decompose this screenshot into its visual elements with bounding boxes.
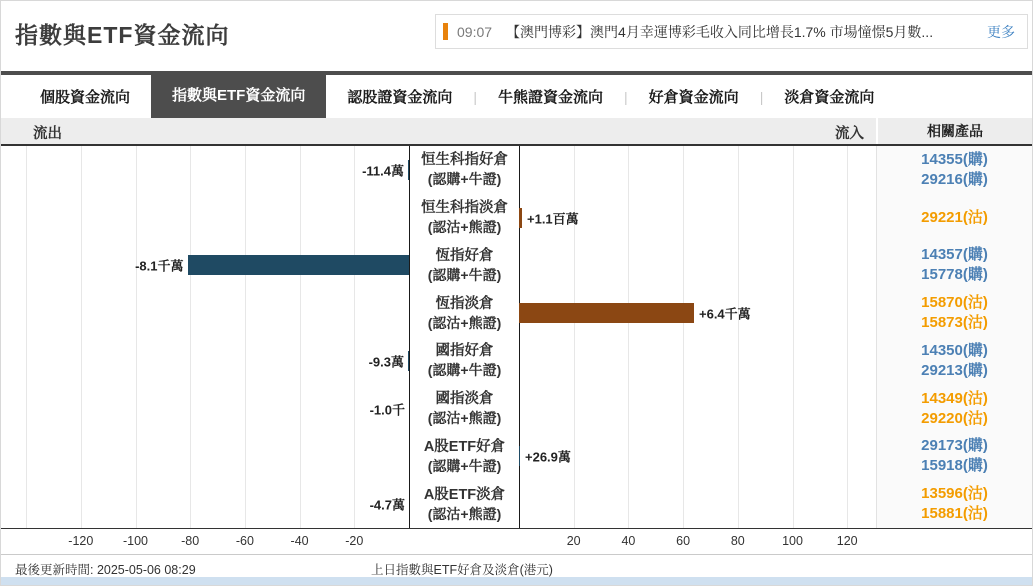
page-footer	[1, 554, 1032, 579]
axis-line	[519, 146, 520, 528]
product-code-link[interactable]: 15870(沽)	[921, 294, 988, 312]
tab-cbbc-fund-flow[interactable]: 牛熊證資金流向	[498, 89, 604, 106]
product-code-link[interactable]: 15778(購)	[921, 266, 988, 284]
product-row	[877, 146, 1032, 194]
category-label	[410, 433, 519, 481]
ticker-accent-bar	[443, 23, 448, 40]
product-code-link[interactable]: 14349(沽)	[921, 389, 988, 407]
product-code-link[interactable]: 14355(購)	[921, 150, 988, 168]
bar-value-label: -4.7萬	[369, 497, 405, 513]
flow-direction-header	[1, 118, 876, 144]
product-code-link[interactable]: 29220(沽)	[921, 409, 988, 427]
product-code-link[interactable]: 15881(沽)	[921, 505, 988, 523]
tab-short-fund-flow[interactable]: 淡倉資金流向	[784, 89, 875, 106]
product-row	[877, 242, 1032, 290]
category-subtitle: (認購+牛證)	[427, 171, 502, 188]
bottom-accent-strip	[1, 577, 1032, 585]
product-code-link[interactable]: 29216(購)	[921, 170, 988, 188]
gridline	[190, 146, 191, 528]
tab-long-fund-flow[interactable]: 好倉資金流向	[648, 89, 739, 106]
tabs	[1, 71, 895, 118]
category-subtitle: (認購+牛證)	[427, 457, 502, 474]
x-tick-label: 100	[782, 534, 803, 548]
bar-value-label: -1.0千	[369, 402, 405, 418]
category-name: 恒生科指淡倉	[421, 200, 508, 217]
product-code-link[interactable]: 29213(購)	[921, 361, 988, 379]
chart-main-area	[1, 146, 1032, 528]
gridline	[26, 146, 27, 528]
bar-value-label: -11.4萬	[362, 163, 404, 179]
product-code-link[interactable]: 14357(購)	[921, 246, 988, 264]
related-products-column	[876, 146, 1032, 528]
product-code-link[interactable]: 14350(購)	[921, 341, 988, 359]
x-tick-label: 20	[566, 534, 581, 548]
chart-caption: 上日指數與ETF好倉及淡倉(港元)	[371, 563, 553, 577]
category-name: 恆指淡倉	[435, 295, 494, 312]
x-tick-label: -40	[290, 534, 309, 548]
product-row	[877, 194, 1032, 242]
flow-bar	[188, 255, 410, 275]
category-label	[410, 194, 519, 242]
gridline	[300, 146, 301, 528]
category-name: 國指好倉	[435, 343, 494, 360]
gridline	[245, 146, 246, 528]
category-subtitle: (認購+牛證)	[427, 362, 502, 379]
gridline	[847, 146, 848, 528]
category-label	[410, 337, 519, 385]
gridline	[354, 146, 355, 528]
product-row	[877, 480, 1032, 528]
category-label	[410, 385, 519, 433]
tab-warrant-fund-flow[interactable]: 認股證資金流向	[347, 89, 453, 106]
chart-header-row	[1, 118, 1032, 146]
x-tick-label: 40	[621, 534, 636, 548]
x-tick-label: -120	[68, 534, 94, 548]
product-row	[877, 337, 1032, 385]
outflow-label: 流出	[33, 126, 62, 142]
flow-bar	[408, 351, 409, 371]
gridline	[574, 146, 575, 528]
product-code-link[interactable]: 29173(購)	[921, 437, 988, 455]
tab-stock-fund-flow[interactable]: 個股資金流向	[40, 89, 131, 106]
category-subtitle: (認沽+熊證)	[427, 410, 502, 427]
x-tick-label: 120	[836, 534, 858, 548]
x-tick-label: 60	[676, 534, 691, 548]
category-subtitle: (認沽+熊證)	[427, 219, 502, 236]
bar-value-label: -8.1千萬	[135, 258, 184, 274]
flow-bar	[519, 303, 694, 323]
x-tick-label: -80	[181, 534, 200, 548]
flow-bar	[519, 446, 520, 466]
x-tick-label: -60	[235, 534, 254, 548]
gridline	[628, 146, 629, 528]
last-update-time: 最後更新時間: 2025-05-06 08:29	[15, 563, 196, 577]
gridline	[81, 146, 82, 528]
news-ticker	[435, 14, 1028, 49]
page-title: 指數與ETF資金流向	[15, 22, 230, 48]
ticker-headline[interactable]: 【澳門博彩】澳門4月幸運博彩毛收入同比增長1.7% 市場憧憬5月數...	[506, 23, 934, 40]
gridline	[793, 146, 794, 528]
category-name: 恆指好倉	[435, 247, 494, 264]
tab-index-etf-fund-flow[interactable]: 指數與ETF資金流向	[151, 71, 326, 118]
tab-separator: |	[759, 88, 764, 105]
more-link[interactable]: 更多	[987, 23, 1015, 40]
tab-separator: |	[624, 88, 628, 105]
flow-bar	[519, 208, 522, 228]
product-code-link[interactable]: 13596(沽)	[921, 485, 988, 503]
inflow-label: 流入	[835, 126, 864, 142]
gridline	[738, 146, 739, 528]
flow-bar	[408, 160, 409, 180]
category-subtitle: (認購+牛證)	[427, 266, 502, 283]
page-header	[1, 1, 1032, 71]
x-tick-label: -100	[122, 534, 149, 548]
category-label	[410, 146, 519, 194]
x-tick-label: 80	[730, 534, 745, 548]
x-tick-label: -20	[345, 534, 364, 548]
diverging-bar-chart	[1, 146, 876, 528]
category-label	[410, 242, 519, 290]
category-subtitle: (認沽+熊證)	[427, 505, 502, 522]
product-code-link[interactable]: 29221(沽)	[921, 208, 988, 226]
product-row	[877, 433, 1032, 481]
category-subtitle: (認沽+熊證)	[427, 314, 502, 331]
x-axis-labels	[1, 528, 1032, 554]
category-name: A股ETF好倉	[423, 438, 506, 455]
product-code-link[interactable]: 15918(購)	[921, 457, 988, 475]
gridline	[136, 146, 137, 528]
product-row	[877, 385, 1032, 433]
bar-value-label: +26.9萬	[525, 449, 571, 465]
bar-value-label: +1.1百萬	[527, 211, 579, 227]
gridline	[683, 146, 684, 528]
category-name: 恒生科指好倉	[421, 152, 508, 169]
category-label	[410, 480, 519, 528]
product-row	[877, 289, 1032, 337]
tab-bar	[1, 71, 1032, 118]
bar-value-label: -9.3萬	[368, 354, 404, 370]
ticker-time: 09:07	[457, 23, 493, 40]
related-products-header: 相關產品	[876, 118, 1032, 144]
tab-separator: |	[473, 88, 478, 105]
bar-value-label: +6.4千萬	[699, 306, 751, 322]
category-name: A股ETF淡倉	[423, 486, 506, 503]
product-code-link[interactable]: 15873(沽)	[921, 314, 988, 332]
category-label	[410, 289, 519, 337]
category-name: 國指淡倉	[435, 391, 494, 408]
